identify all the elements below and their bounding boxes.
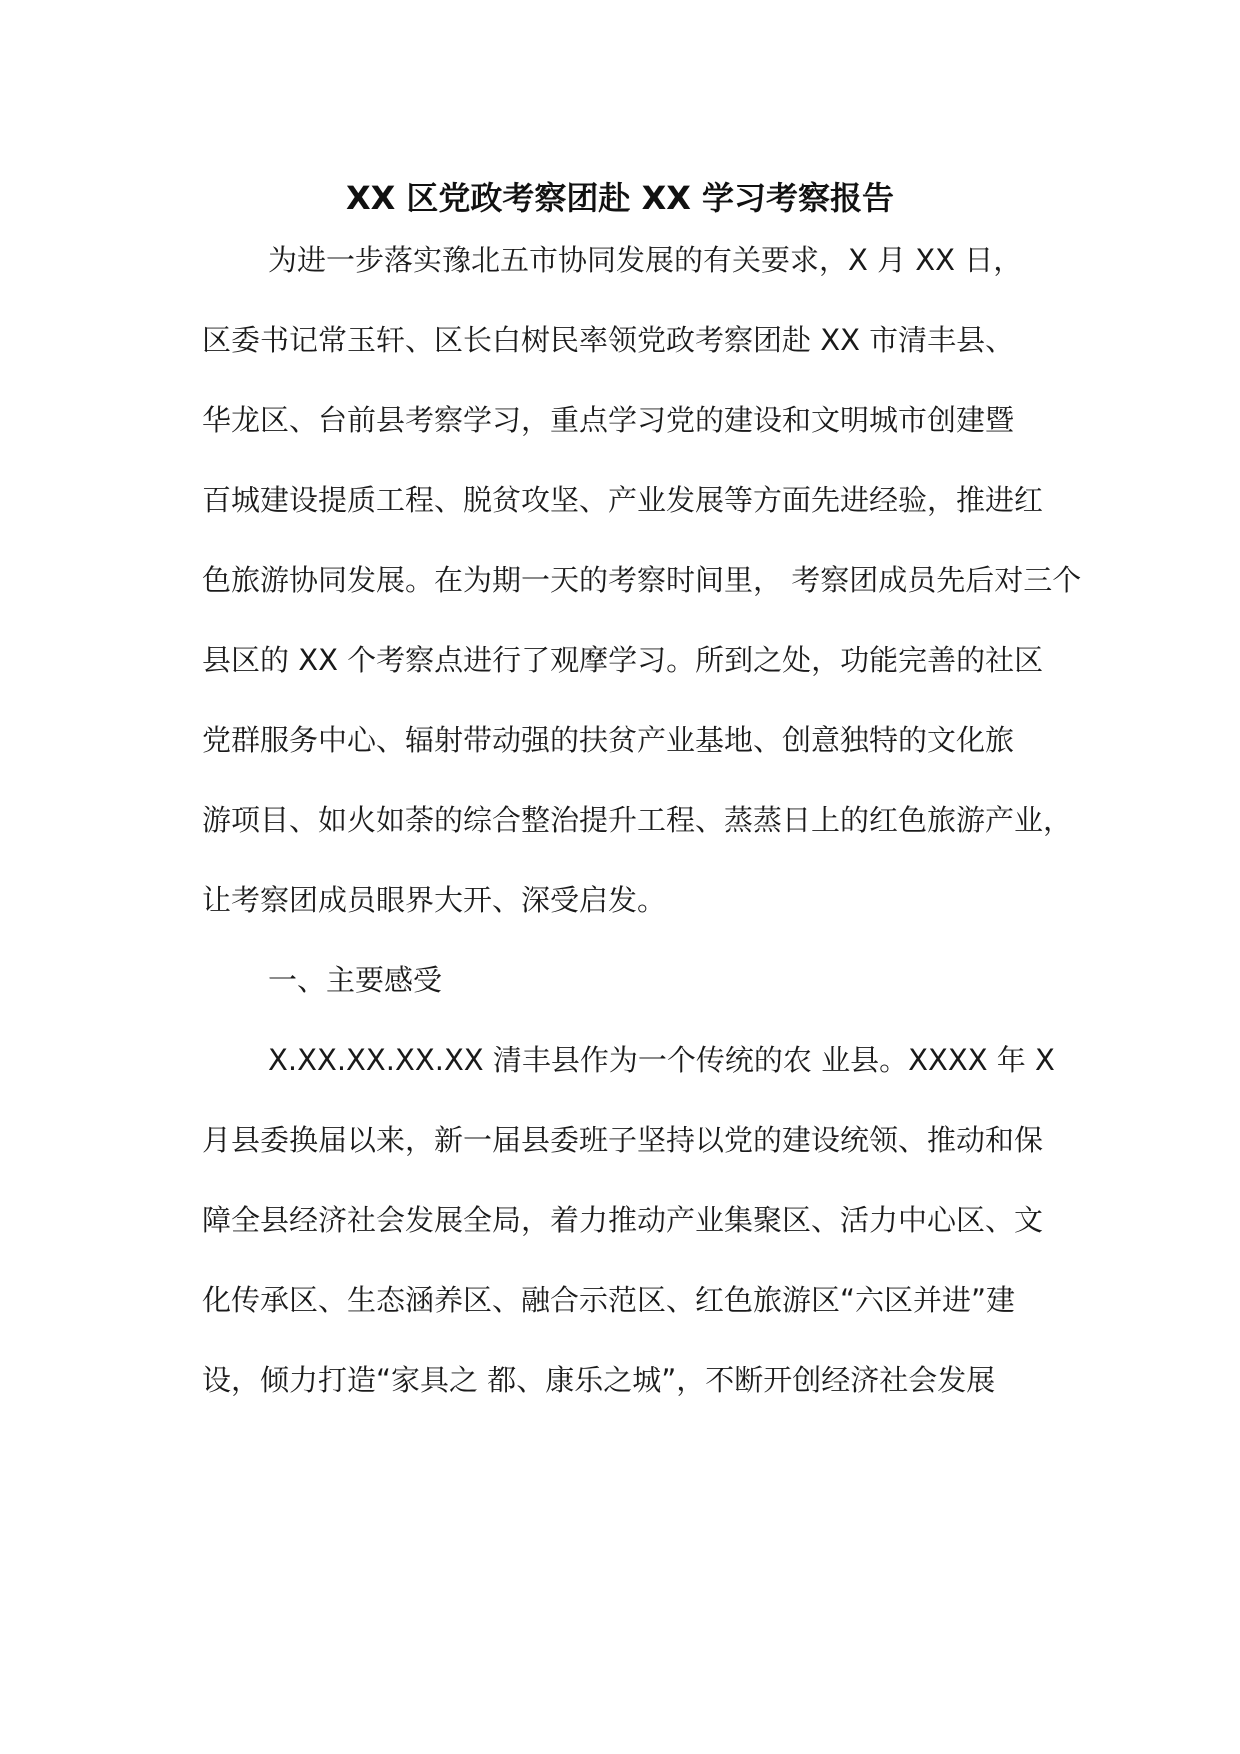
paragraph-line: 游项目、如火如荼的综合整治提升工程、蒸蒸日上的红色旅游产业， — [202, 803, 1073, 837]
paragraph-line: 月县委换届以来，新一届县委班子坚持以党的建设统领、推动和保 — [202, 1123, 1044, 1157]
paragraph-line: 区委书记常玉轩、区长白树民率领党政考察团赴 XX 市清丰县、 — [202, 323, 1015, 357]
paragraph-line: 色旅游协同发展。在为期一天的考察时间里， 考察团成员先后对三个 — [202, 563, 1082, 597]
document-title: XX 区党政考察团赴 XX 学习考察报告 — [345, 179, 895, 217]
paragraph-line: 让考察团成员眼界大开、深受启发。 — [202, 883, 667, 917]
paragraph-line: 党群服务中心、辐射带动强的扶贫产业基地、创意独特的文化旅 — [202, 723, 1015, 757]
section-heading: 一、主要感受 — [268, 963, 443, 997]
paragraph-line: 百城建设提质工程、脱贫攻坚、产业发展等方面先进经验，推进红 — [202, 483, 1044, 517]
paragraph-line: 华龙区、台前县考察学习，重点学习党的建设和文明城市创建暨 — [202, 403, 1015, 437]
paragraph-line: 设，倾力打造“家具之 都、康乐之城”，不断开创经济社会发展 — [202, 1363, 996, 1397]
paragraph-line: 化传承区、生态涵养区、融合示范区、红色旅游区“六区并进”建 — [202, 1283, 1016, 1317]
paragraph-line: 为进一步落实豫北五市协同发展的有关要求，X 月 XX 日， — [268, 243, 1023, 277]
paragraph-line: 障全县经济社会发展全局，着力推动产业集聚区、活力中心区、文 — [202, 1203, 1044, 1237]
paragraph-line: X.XX.XX.XX.XX 清丰县作为一个传统的农 业县。XXXX 年 X — [268, 1043, 1055, 1077]
paragraph-line: 县区的 XX 个考察点进行了观摩学习。所到之处，功能完善的社区 — [202, 643, 1044, 677]
